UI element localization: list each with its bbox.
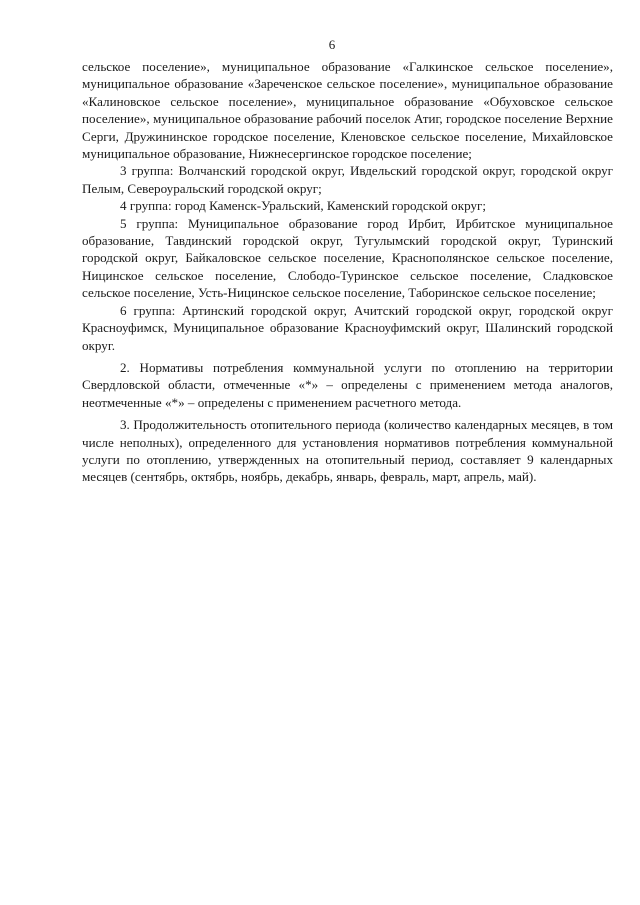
document-body	[82, 58, 613, 486]
page-number: 6	[328, 37, 336, 52]
paragraph-group-4: 4 группа: город Каменск-Уральский, Каменский городской округ;	[120, 198, 487, 214]
paragraph-group-6: 6 группа: Артинский городской округ, Ачитский городской округ, городской округ Красноуфимск, Муниципальное образование Красноуфимский округ, Шалинский городской округ.	[82, 302, 613, 353]
paragraph-item-2: 2. Нормативы потребления коммунальной услуги по отоплению на территории Свердловской области, отмеченные «*» – определены с применением метода аналогов, неотмеченные «*» – определены с применением расчетного метода.	[82, 359, 613, 410]
paragraph-group-5: 5 группа: Муниципальное образование город Ирбит, Ирбитское муниципальное образование, Тавдинский городской округ, Тугулымский городской округ, Туринский городской округ, Байкаловское сельское поселение, Краснополянское сельское поселение, Ницинское сельское поселение, Слободо-Туринское сельское поселение, Сладковское сельское поселение, Усть-Ницинское сельское поселение, Таборинское сельское поселение;	[82, 215, 613, 301]
paragraph-group-2-continuation: сельское поселение», муниципальное образование «Галкинское сельское поселение», муниципальное образование «Зареченское сельское поселение», муниципальное образование «Калиновское сельское поселение», муниципальное образование «Обуховское сельское поселение», муниципальное образование рабочий поселок Атиг, городское поселение Верхние Серги, Дружининское городское поселение, Кленовское сельское поселение, Михайловское муниципальное образование, Нижнесергинское городское поселение;	[82, 59, 613, 162]
paragraph-group-3: 3 группа: Волчанский городской округ, Ивдельский городской округ, городской округ Пелым, Североуральский городской округ;	[82, 163, 613, 196]
paragraph-item-3: 3. Продолжительность отопительного периода (количество календарных месяцев, в том числе неполных), определенного для установления нормативов потребления коммунальной услуги по отоплению, утвержденных на отопительный период, составляет 9 календарных месяцев (сентябрь, октябрь, ноябрь, декабрь, январь, февраль, март, апрель, май).	[82, 417, 613, 485]
